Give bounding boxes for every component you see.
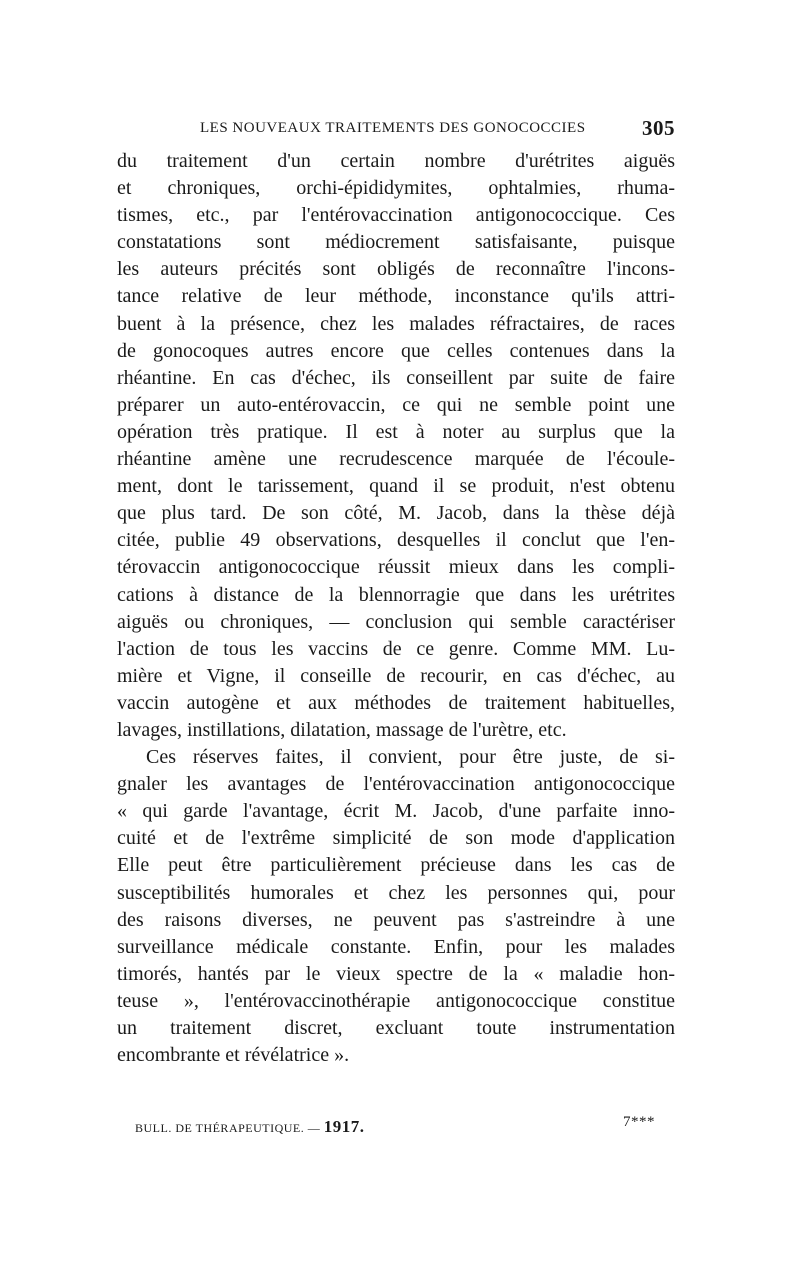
text-line: mière et Vigne, il conseille de recourir, en cas d'échec, au	[117, 664, 675, 687]
text-line: un traitement discret, excluant toute instrumentation	[117, 1017, 675, 1039]
text-line: de gonocoques autres encore que celles contenues dans la	[117, 339, 675, 362]
text-line: préparer un auto-entérovaccin, ce qui ne semble point une	[117, 393, 675, 416]
text-line: tance relative de leur méthode, inconstance qu'ils attri-	[117, 285, 675, 308]
running-head-title: LES NOUVEAUX TRAITEMENTS DES GONOCOCCIES	[200, 120, 586, 136]
text-line: ment, dont le tarissement, quand il se produit, n'est obtenu	[117, 475, 675, 498]
text-line: surveillance médicale constante. Enfin, pour les malades	[117, 935, 675, 958]
text-line: l'action de tous les vaccins de ce genre. Comme MM. Lu-	[117, 637, 675, 660]
text-line: les auteurs précités sont obligés de reconnaître l'incons-	[117, 258, 675, 281]
text-line: Elle peut être particulièrement précieuse dans les cas de	[117, 854, 675, 877]
text-line: constatations sont médiocrement satisfaisante, puisque	[117, 231, 675, 254]
footer-journal	[135, 1117, 365, 1137]
text-line: teuse », l'entérovaccinothérapie antigonococcique constitue	[117, 989, 675, 1012]
body-text	[117, 148, 675, 1069]
page-footer	[135, 1114, 655, 1136]
text-line: et chroniques, orchi-épididymites, ophtalmies, rhuma-	[117, 177, 675, 200]
paragraph-1	[117, 148, 675, 744]
text-line: vaccin autogène et aux méthodes de traitement habituelles,	[117, 691, 675, 714]
text-line: cuité et de l'extrême simplicité de son mode d'application	[117, 827, 675, 850]
text-line: aiguës ou chroniques, — conclusion qui semble caractériser	[117, 610, 675, 633]
running-head	[200, 116, 675, 144]
text-line: buent à la présence, chez les malades réfractaires, de races	[117, 312, 675, 335]
signature-mark: 7***	[623, 1114, 655, 1130]
text-line: susceptibilités humorales et chez les personnes qui, pour	[117, 881, 675, 904]
text-line: rhéantine. En cas d'échec, ils conseillent par suite de faire	[117, 366, 675, 389]
text-line: citée, publie 49 observations, desquelles il conclut que l'en-	[117, 529, 675, 552]
text-line: opération très pratique. Il est à noter au surplus que la	[117, 420, 675, 443]
text-line: du traitement d'un certain nombre d'urétrites aiguës	[117, 150, 675, 172]
text-line: gnaler les avantages de l'entérovaccination antigonococcique	[117, 773, 675, 796]
text-line: Ces réserves faites, il convient, pour être juste, de si-	[146, 746, 675, 769]
text-line: « qui garde l'avantage, écrit M. Jacob, d'une parfaite inno-	[117, 800, 675, 823]
text-line: encombrante et révélatrice ».	[117, 1044, 350, 1067]
text-line: rhéantine amène une recrudescence marquée de l'écoule-	[117, 448, 675, 471]
text-line: que plus tard. De son côté, M. Jacob, dans la thèse déjà	[117, 502, 675, 525]
page-number: 305	[642, 116, 675, 140]
footer-year: 1917.	[323, 1117, 365, 1136]
text-line: cations à distance de la blennorragie que dans les urétrites	[117, 583, 675, 606]
text-line: térovaccin antigonococcique réussit mieux dans les compli-	[117, 556, 675, 579]
text-line: timorés, hantés par le vieux spectre de la « maladie hon-	[117, 962, 675, 985]
text-line: lavages, instillations, dilatation, massage de l'urètre, etc.	[117, 718, 567, 741]
text-line: tismes, etc., par l'entérovaccination antigonococcique. Ces	[117, 204, 675, 227]
footer-journal-title: BULL. DE THÉRAPEUTIQUE. —	[135, 1121, 321, 1135]
paragraph-2	[117, 744, 675, 1069]
text-line: des raisons diverses, ne peuvent pas s'astreindre à une	[117, 908, 675, 931]
